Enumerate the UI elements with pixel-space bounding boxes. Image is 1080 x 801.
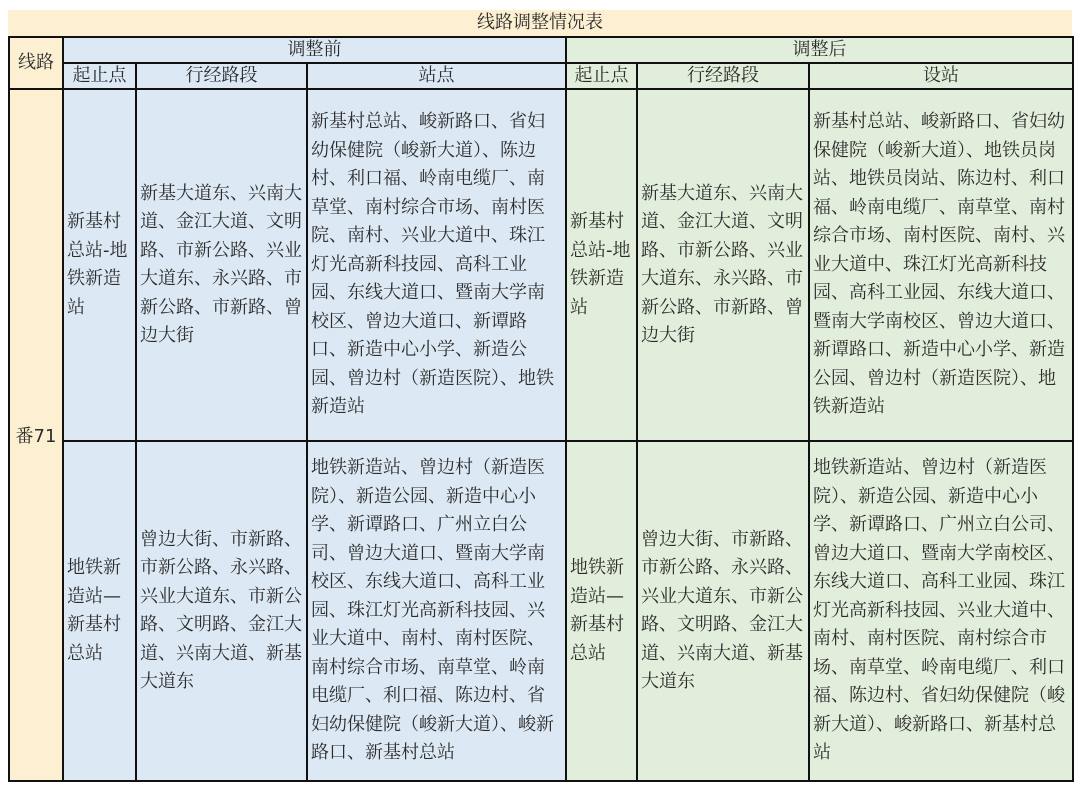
before-stops: 新基村总站、峻新路口、省妇幼保健院（峻新大道）、陈边村、利口福、岭南电缆厂、南草堂、南村综合市场、南村医院、南村、兴业大道中、珠江灯光高新科技园、高科工业园、东线大道口、暨南大学南校区、曾边大道口、新谭路口、新造中心小学、新造公园、曾边村（新造医院）、地铁新造站	[307, 89, 566, 441]
after-stops: 新基村总站、峻新路口、省妇幼保健院（峻新大道）、地铁员岗站、地铁员岗站、陈边村、利口福、岭南电缆厂、南草堂、南村综合市场、南村医院、南村、兴业大道中、珠江灯光高新科技园、高科工业园、东线大道口、暨南大学南校区、曾边大道口、新谭路口、新造中心小学、新造公园、曾边村（新造医院）、地铁新造站	[809, 89, 1073, 441]
header-before-terminals: 起止点	[63, 63, 136, 89]
after-terminals: 地铁新造站—新基村总站	[566, 441, 637, 781]
header-after: 调整后	[566, 37, 1073, 63]
table-title: 线路调整情况表	[8, 10, 1072, 36]
header-after-terminals: 起止点	[566, 63, 637, 89]
route-adjustment-table	[8, 36, 1074, 782]
after-roads: 曾边大街、市新路、市新公路、永兴路、兴业大道东、市新公路、文明路、金江大道、兴南大道、新基大道东	[637, 441, 809, 781]
table-row	[9, 89, 1073, 441]
before-terminals: 地铁新造站—新基村总站	[63, 441, 136, 781]
route-name: 番71	[9, 89, 63, 781]
before-roads: 曾边大街、市新路、市新公路、永兴路、兴业大道东、市新公路、文明路、金江大道、兴南大道、新基大道东	[136, 441, 307, 781]
header-before: 调整前	[63, 37, 566, 63]
header-row-2	[9, 63, 1073, 89]
before-terminals: 新基村总站-地铁新造站	[63, 89, 136, 441]
before-roads: 新基大道东、兴南大道、金江大道、文明路、市新公路、兴业大道东、永兴路、市新公路、市新路、曾边大街	[136, 89, 307, 441]
after-stops: 地铁新造站、曾边村（新造医院）、新造公园、新造中心小学、新谭路口、广州立白公司、曾边大道口、暨南大学南校区、东线大道口、高科工业园、珠江灯光高新科技园、兴业大道中、南村、南村医院、南村综合市场、南草堂、岭南电缆厂、利口福、陈边村、省妇幼保健院（峻新大道）、峻新路口、新基村总站	[809, 441, 1073, 781]
after-roads: 新基大道东、兴南大道、金江大道、文明路、市新公路、兴业大道东、永兴路、市新公路、市新路、曾边大街	[637, 89, 809, 441]
header-before-stops: 站点	[307, 63, 566, 89]
table-row	[9, 441, 1073, 781]
header-after-stops: 设站	[809, 63, 1073, 89]
header-before-roads: 行经路段	[136, 63, 307, 89]
header-row-1	[9, 37, 1073, 63]
after-terminals: 新基村总站-地铁新造站	[566, 89, 637, 441]
header-route: 线路	[9, 37, 63, 89]
before-stops: 地铁新造站、曾边村（新造医院）、新造公园、新造中心小学、新谭路口、广州立白公司、曾边大道口、暨南大学南校区、东线大道口、高科工业园、珠江灯光高新科技园、兴业大道中、南村、南村医院、南村综合市场、南草堂、岭南电缆厂、利口福、陈边村、省妇幼保健院（峻新大道）、峻新路口、新基村总站	[307, 441, 566, 781]
watermark: 汽车之家	[1019, 782, 1068, 796]
header-after-roads: 行经路段	[637, 63, 809, 89]
